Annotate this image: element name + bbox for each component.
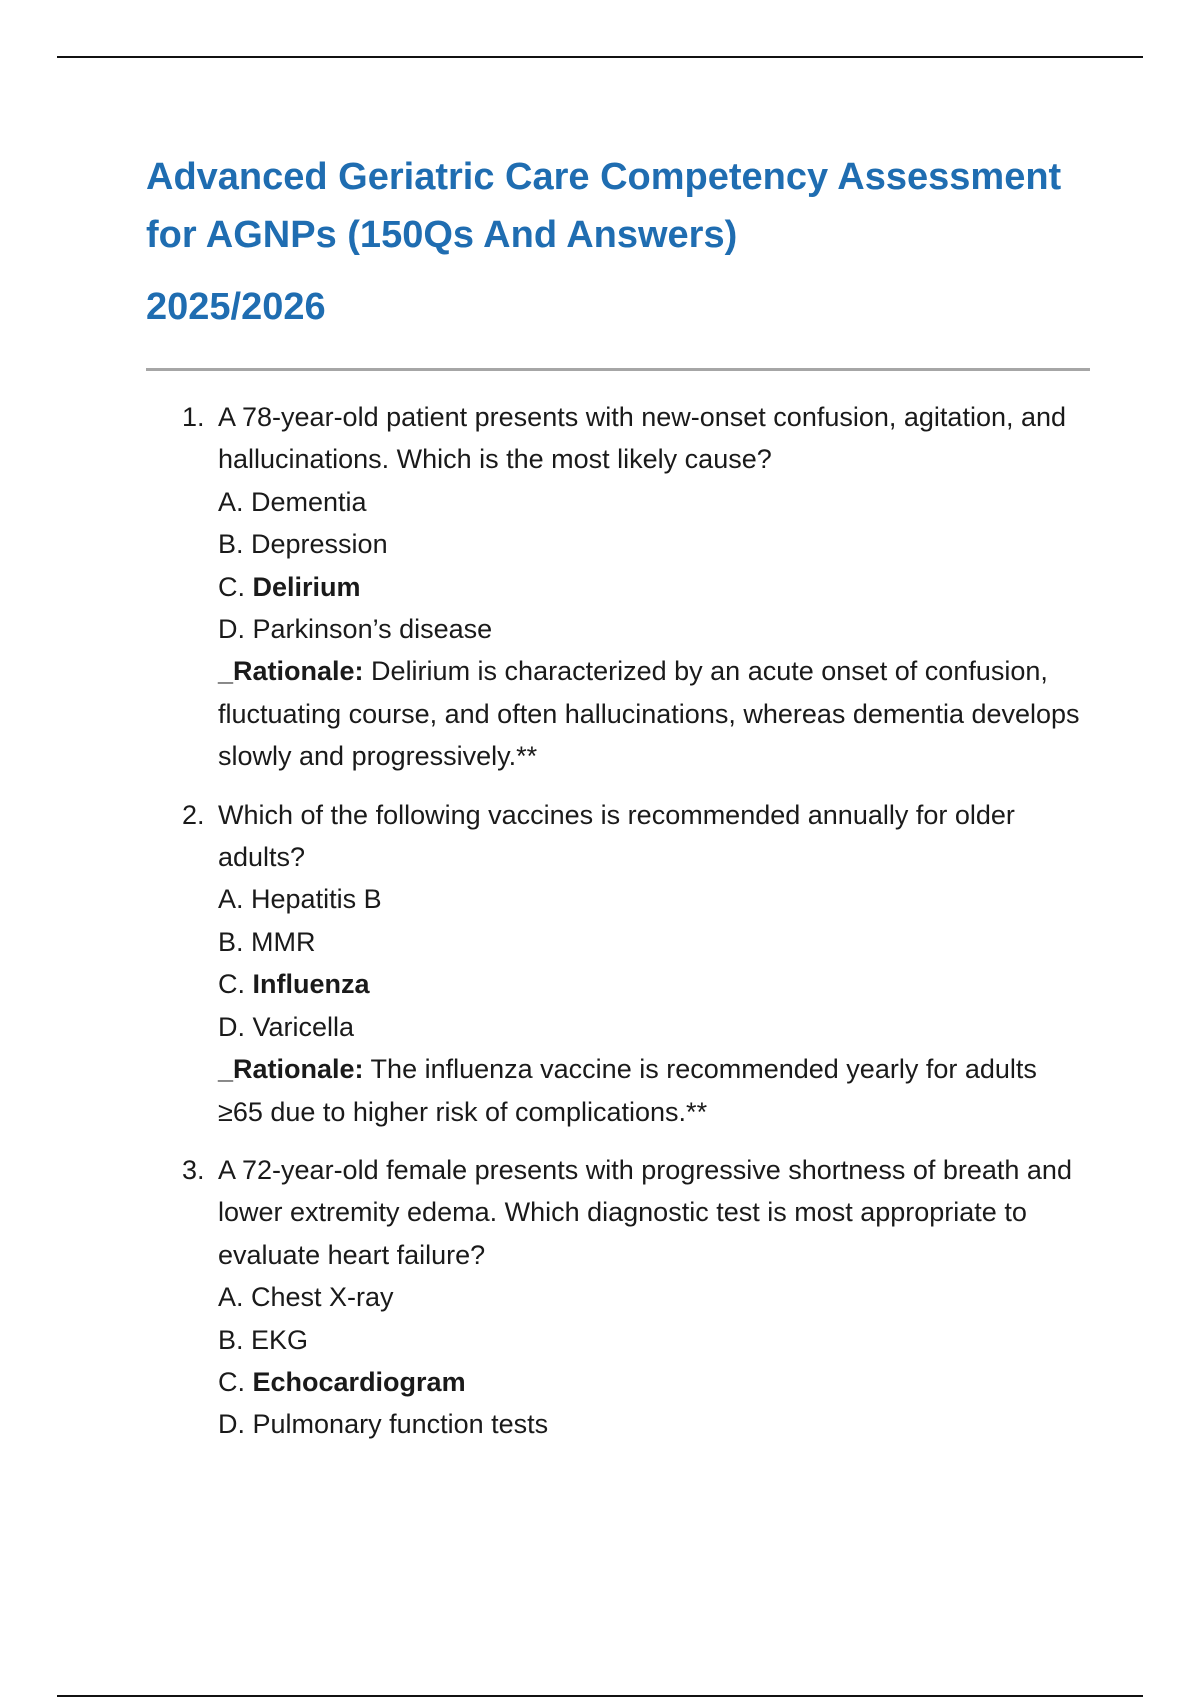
question-number: 3. (182, 1154, 205, 1185)
option-letter: B. (218, 1324, 252, 1355)
answer-option (218, 1006, 1088, 1048)
option-letter: C. (218, 1366, 253, 1397)
option-text: Influenza (252, 969, 370, 1000)
option-letter: B. (218, 926, 252, 957)
option-text: Chest X-ray (251, 1282, 394, 1313)
rationale-text: Delirium is characterized by an acute onset of confusion, fluctuating course, and often hallucinations, whereas dementia develops slowly and progressively.** (218, 656, 1080, 772)
option-text: EKG (251, 1324, 309, 1355)
answer-option-correct (218, 566, 1088, 608)
answer-option (218, 1276, 1088, 1318)
answer-option-correct (218, 963, 1088, 1005)
answer-option (218, 1319, 1088, 1361)
option-letter: A. (218, 486, 252, 517)
rationale-text: The influenza vaccine is recommended yearly for adults ≥65 due to higher risk of complications.** (218, 1054, 1037, 1127)
option-letter: D. (218, 614, 253, 645)
question-list (182, 396, 1088, 1462)
question-text: A 78-year-old patient presents with new-onset confusion, agitation, and hallucinations. Which is the most likely cause? (218, 402, 1067, 475)
option-text: MMR (251, 926, 316, 957)
option-text: Varicella (252, 1011, 355, 1042)
answer-option (218, 481, 1088, 523)
question-number: 1. (182, 402, 205, 432)
question-text: A 72-year-old female presents with progressive shortness of breath and lower extremity edema. Which diagnostic test is most appropriate to evaluate heart failure? (218, 1154, 1072, 1270)
rationale-label: _Rationale: (218, 656, 364, 687)
answer-option (218, 1403, 1088, 1445)
option-text: Echocardiogram (252, 1366, 466, 1397)
rationale (218, 650, 1088, 777)
option-text: Pulmonary function tests (252, 1409, 549, 1440)
option-letter: D. (218, 1409, 253, 1440)
option-letter: C. (218, 969, 253, 1000)
option-letter: A. (218, 884, 252, 915)
option-letter: D. (218, 1011, 253, 1042)
answer-option-correct (218, 1361, 1088, 1403)
option-letter: B. (218, 529, 252, 560)
answer-option (218, 878, 1088, 920)
rationale-label: _Rationale: (218, 1054, 364, 1085)
question-text: Which of the following vaccines is recommended annually for older adults? (218, 799, 1015, 873)
title-year: 2025/2026 (146, 286, 326, 328)
title-divider (146, 368, 1090, 371)
option-text: Delirium (252, 571, 361, 602)
question-item (182, 794, 1088, 1133)
page-top-rule (57, 56, 1143, 58)
option-letter: A. (218, 1282, 252, 1313)
answer-option (218, 921, 1088, 963)
document-title (146, 148, 1086, 336)
answer-option (218, 608, 1088, 650)
title-line-1: Advanced Geriatric Care Competency Assessment (146, 156, 1062, 198)
option-text: Depression (251, 529, 388, 560)
question-item (182, 396, 1088, 778)
question-item (182, 1149, 1088, 1446)
option-text: Parkinson’s disease (252, 614, 493, 645)
title-line-2: for AGNPs (150Qs And Answers) (146, 214, 738, 256)
option-letter: C. (218, 571, 253, 602)
option-text: Dementia (251, 486, 367, 517)
option-text: Hepatitis B (251, 884, 382, 915)
answer-option (218, 523, 1088, 565)
rationale (218, 1048, 1088, 1133)
page-bottom-rule (57, 1695, 1143, 1697)
question-number: 2. (182, 799, 205, 830)
